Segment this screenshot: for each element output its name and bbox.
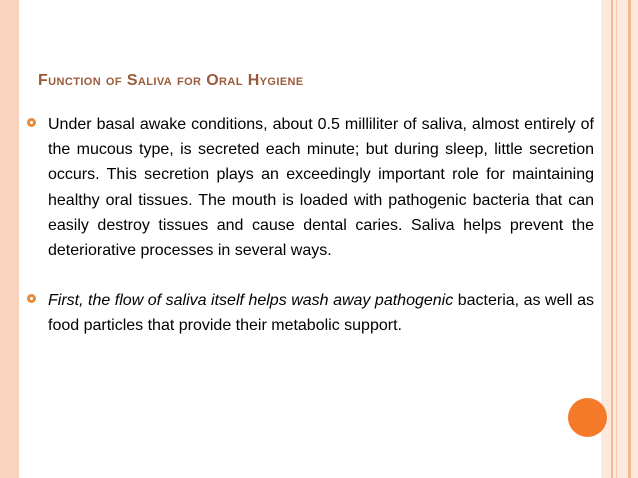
right-stripe-decoration (601, 0, 638, 478)
ring-bullet-icon (27, 118, 36, 127)
bullet-list (48, 112, 594, 339)
stripe-line (628, 0, 631, 478)
stripe-line (611, 0, 613, 478)
slide-title: Function of Saliva for Oral Hygiene (38, 72, 304, 89)
bullet-text: bacteria, as well as food particles that provide their metabolic support. (48, 292, 595, 335)
bullet-item (48, 112, 594, 263)
orange-circle-decoration (568, 398, 607, 437)
stripe-line (616, 0, 617, 478)
bullet-item (48, 288, 594, 338)
bullet-text: Under basal awake conditions, about 0.5 milliliter of saliva, almost entirely of the mucous type, is secreted each minute; but during sleep, little secretion occurs. This secretion plays an exceedingly important role for maintaining healthy oral tissues. The mouth is loaded with pathogenic bacteria that can easily destroy tissues and cause dental caries. Saliva helps prevent the deteriorative processes in several ways. (48, 116, 594, 260)
bullet-text-italic: First, the flow of saliva itself helps wash away pathogenic (48, 292, 454, 310)
left-border-decoration (0, 0, 19, 478)
